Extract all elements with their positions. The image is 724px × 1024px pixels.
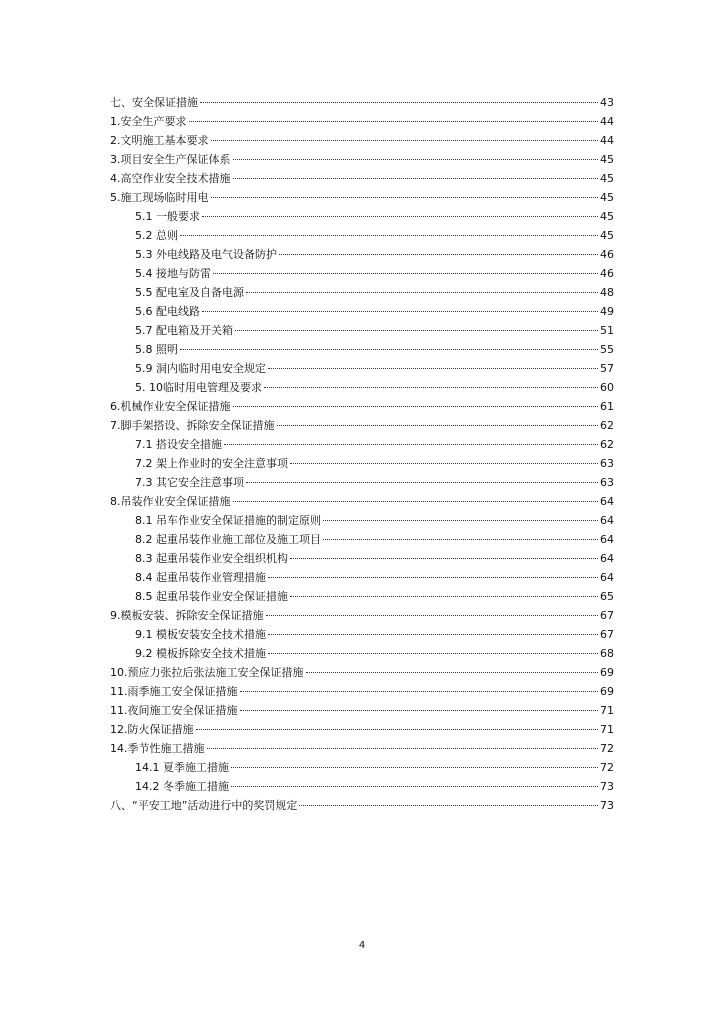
toc-dot-leader	[266, 615, 599, 616]
toc-entry-title: 八、“平安工地”活动进行中的奖罚规定	[110, 799, 298, 812]
toc-entry-title: 5.1 一般要求	[135, 210, 200, 223]
toc-entry[interactable]	[110, 644, 614, 663]
toc-entry-page: 64	[600, 533, 614, 546]
toc-entry-page: 65	[600, 590, 614, 603]
toc-entry-page: 44	[600, 115, 614, 128]
toc-entry-title: 5.3 外电线路及电气设备防护	[135, 248, 277, 261]
toc-entry[interactable]	[110, 473, 614, 492]
toc-entry-title: 4.高空作业安全技术措施	[110, 172, 231, 185]
toc-dot-leader	[268, 653, 598, 654]
toc-entry[interactable]	[110, 188, 614, 207]
toc-entry-page: 68	[600, 647, 614, 660]
toc-dot-leader	[196, 729, 599, 730]
toc-entry-page: 49	[600, 305, 614, 318]
toc-dot-leader	[211, 140, 599, 141]
toc-entry-title: 8.5 起重吊装作业安全保证措施	[135, 590, 288, 603]
toc-dot-leader	[240, 710, 599, 711]
toc-entry[interactable]	[110, 245, 614, 264]
toc-entry-title: 5.8 照明	[135, 343, 178, 356]
toc-entry-page: 69	[600, 685, 614, 698]
toc-dot-leader	[200, 102, 598, 103]
toc-dot-leader	[268, 368, 598, 369]
toc-entry[interactable]	[110, 625, 614, 644]
toc-entry-page: 67	[600, 628, 614, 641]
page-number: 4	[358, 940, 366, 951]
toc-entry-title: 9.1 模板安装安全技术措施	[135, 628, 266, 641]
toc-entry-title: 14.1 夏季施工措施	[135, 761, 229, 774]
toc-entry[interactable]	[110, 302, 614, 321]
toc-entry-title: 5. 10临时用电管理及要求	[135, 381, 262, 394]
table-of-contents	[110, 93, 614, 815]
toc-entry[interactable]	[110, 682, 614, 701]
toc-entry-title: 7.脚手架搭设、拆除安全保证措施	[110, 419, 275, 432]
toc-entry[interactable]	[110, 606, 614, 625]
toc-entry-page: 72	[600, 742, 614, 755]
toc-entry-title: 5.5 配电室及自备电源	[135, 286, 244, 299]
toc-entry-page: 45	[600, 172, 614, 185]
toc-dot-leader	[233, 178, 599, 179]
toc-entry-title: 5.2 总则	[135, 229, 178, 242]
toc-dot-leader	[233, 159, 599, 160]
toc-entry-page: 45	[600, 191, 614, 204]
toc-entry-title: 七、安全保证措施	[110, 96, 198, 109]
toc-entry-title: 9.2 模板拆除安全技术措施	[135, 647, 266, 660]
toc-dot-leader	[224, 444, 598, 445]
toc-entry-title: 8.2 起重吊装作业施工部位及施工项目	[135, 533, 321, 546]
toc-dot-leader	[231, 786, 598, 787]
toc-entry[interactable]	[110, 663, 614, 682]
toc-entry-page: 61	[600, 400, 614, 413]
toc-entry-title: 6.机械作业安全保证措施	[110, 400, 231, 413]
toc-dot-leader	[323, 520, 598, 521]
toc-entry[interactable]	[110, 131, 614, 150]
toc-entry[interactable]	[110, 739, 614, 758]
toc-entry[interactable]	[110, 777, 614, 796]
toc-dot-leader	[211, 197, 599, 198]
toc-entry-page: 71	[600, 723, 614, 736]
toc-entry-page: 44	[600, 134, 614, 147]
toc-entry[interactable]	[110, 492, 614, 511]
toc-entry-title: 5.6 配电线路	[135, 305, 200, 318]
toc-entry-title: 5.施工现场临时用电	[110, 191, 209, 204]
toc-entry[interactable]	[110, 283, 614, 302]
toc-entry-title: 12.防火保证措施	[110, 723, 194, 736]
toc-entry-title: 8.4 起重吊装作业管理措施	[135, 571, 266, 584]
toc-dot-leader	[279, 254, 598, 255]
toc-entry[interactable]	[110, 720, 614, 739]
toc-entry-title: 8.3 起重吊装作业安全组织机构	[135, 552, 288, 565]
toc-dot-leader	[202, 216, 598, 217]
toc-entry-page: 60	[600, 381, 614, 394]
toc-entry-page: 64	[600, 495, 614, 508]
toc-dot-leader	[213, 273, 598, 274]
toc-entry-title: 8.吊装作业安全保证措施	[110, 495, 231, 508]
toc-entry-title: 9.模板安装、拆除安全保证措施	[110, 609, 264, 622]
toc-entry-page: 46	[600, 267, 614, 280]
toc-dot-leader	[264, 387, 598, 388]
toc-dot-leader	[268, 634, 598, 635]
toc-dot-leader	[233, 406, 599, 407]
toc-entry-title: 11.夜间施工安全保证措施	[110, 704, 238, 717]
toc-entry[interactable]	[110, 226, 614, 245]
toc-entry-title: 14.季节性施工措施	[110, 742, 205, 755]
toc-entry-title: 5.4 接地与防雷	[135, 267, 211, 280]
toc-dot-leader	[323, 539, 598, 540]
toc-entry-title: 7.3 其它安全注意事项	[135, 476, 244, 489]
toc-entry-title: 5.9 洞内临时用电安全规定	[135, 362, 266, 375]
toc-entry-title: 11.雨季施工安全保证措施	[110, 685, 238, 698]
toc-entry-page: 72	[600, 761, 614, 774]
toc-entry[interactable]	[110, 454, 614, 473]
toc-dot-leader	[189, 121, 599, 122]
toc-entry-title: 2.文明施工基本要求	[110, 134, 209, 147]
toc-dot-leader	[207, 748, 599, 749]
toc-entry-page: 62	[600, 419, 614, 432]
toc-dot-leader	[306, 672, 599, 673]
toc-dot-leader	[180, 235, 598, 236]
toc-entry-title: 8.1 吊车作业安全保证措施的制定原则	[135, 514, 321, 527]
toc-entry-page: 46	[600, 248, 614, 261]
toc-entry-page: 64	[600, 514, 614, 527]
toc-entry-page: 48	[600, 286, 614, 299]
toc-dot-leader	[202, 311, 598, 312]
toc-entry[interactable]	[110, 435, 614, 454]
toc-entry[interactable]	[110, 530, 614, 549]
toc-entry-page: 71	[600, 704, 614, 717]
toc-entry-title: 10.预应力张拉后张法施工安全保证措施	[110, 666, 304, 679]
toc-entry[interactable]	[110, 568, 614, 587]
toc-entry-page: 64	[600, 552, 614, 565]
toc-dot-leader	[233, 501, 599, 502]
toc-entry-title: 5.7 配电箱及开关箱	[135, 324, 233, 337]
toc-entry[interactable]	[110, 264, 614, 283]
toc-entry[interactable]	[110, 378, 614, 397]
toc-entry-page: 45	[600, 229, 614, 242]
toc-entry-page: 63	[600, 457, 614, 470]
toc-entry-page: 69	[600, 666, 614, 679]
toc-dot-leader	[277, 425, 599, 426]
toc-dot-leader	[299, 805, 598, 806]
toc-entry-page: 57	[600, 362, 614, 375]
toc-entry-title: 3.项目安全生产保证体系	[110, 153, 231, 166]
toc-entry-title: 1.安全生产要求	[110, 115, 187, 128]
toc-entry-page: 73	[600, 799, 614, 812]
toc-dot-leader	[290, 463, 598, 464]
toc-dot-leader	[240, 691, 599, 692]
toc-entry-page: 73	[600, 780, 614, 793]
toc-entry-page: 67	[600, 609, 614, 622]
toc-entry-page: 43	[600, 96, 614, 109]
toc-entry-page: 64	[600, 571, 614, 584]
toc-entry[interactable]	[110, 207, 614, 226]
toc-entry-title: 14.2 冬季施工措施	[135, 780, 229, 793]
toc-entry[interactable]	[110, 321, 614, 340]
toc-entry[interactable]	[110, 112, 614, 131]
toc-entry[interactable]	[110, 397, 614, 416]
toc-entry[interactable]	[110, 701, 614, 720]
toc-entry[interactable]	[110, 169, 614, 188]
toc-entry-title: 7.2 架上作业时的安全注意事项	[135, 457, 288, 470]
toc-dot-leader	[180, 349, 598, 350]
toc-dot-leader	[290, 596, 598, 597]
toc-entry[interactable]	[110, 150, 614, 169]
toc-entry-title: 7.1 搭设安全措施	[135, 438, 222, 451]
toc-entry[interactable]	[110, 796, 614, 815]
toc-dot-leader	[290, 558, 598, 559]
toc-dot-leader	[246, 482, 598, 483]
toc-entry[interactable]	[110, 340, 614, 359]
toc-entry-page: 63	[600, 476, 614, 489]
toc-entry-page: 55	[600, 343, 614, 356]
toc-entry-page: 62	[600, 438, 614, 451]
toc-entry[interactable]	[110, 758, 614, 777]
toc-entry[interactable]	[110, 359, 614, 378]
toc-entry[interactable]	[110, 416, 614, 435]
toc-entry[interactable]	[110, 549, 614, 568]
toc-entry-page: 51	[600, 324, 614, 337]
toc-entry[interactable]	[110, 93, 614, 112]
toc-dot-leader	[246, 292, 598, 293]
toc-entry[interactable]	[110, 587, 614, 606]
toc-entry-page: 45	[600, 210, 614, 223]
toc-entry[interactable]	[110, 511, 614, 530]
toc-dot-leader	[235, 330, 598, 331]
toc-entry-page: 45	[600, 153, 614, 166]
toc-dot-leader	[268, 577, 598, 578]
toc-dot-leader	[231, 767, 598, 768]
